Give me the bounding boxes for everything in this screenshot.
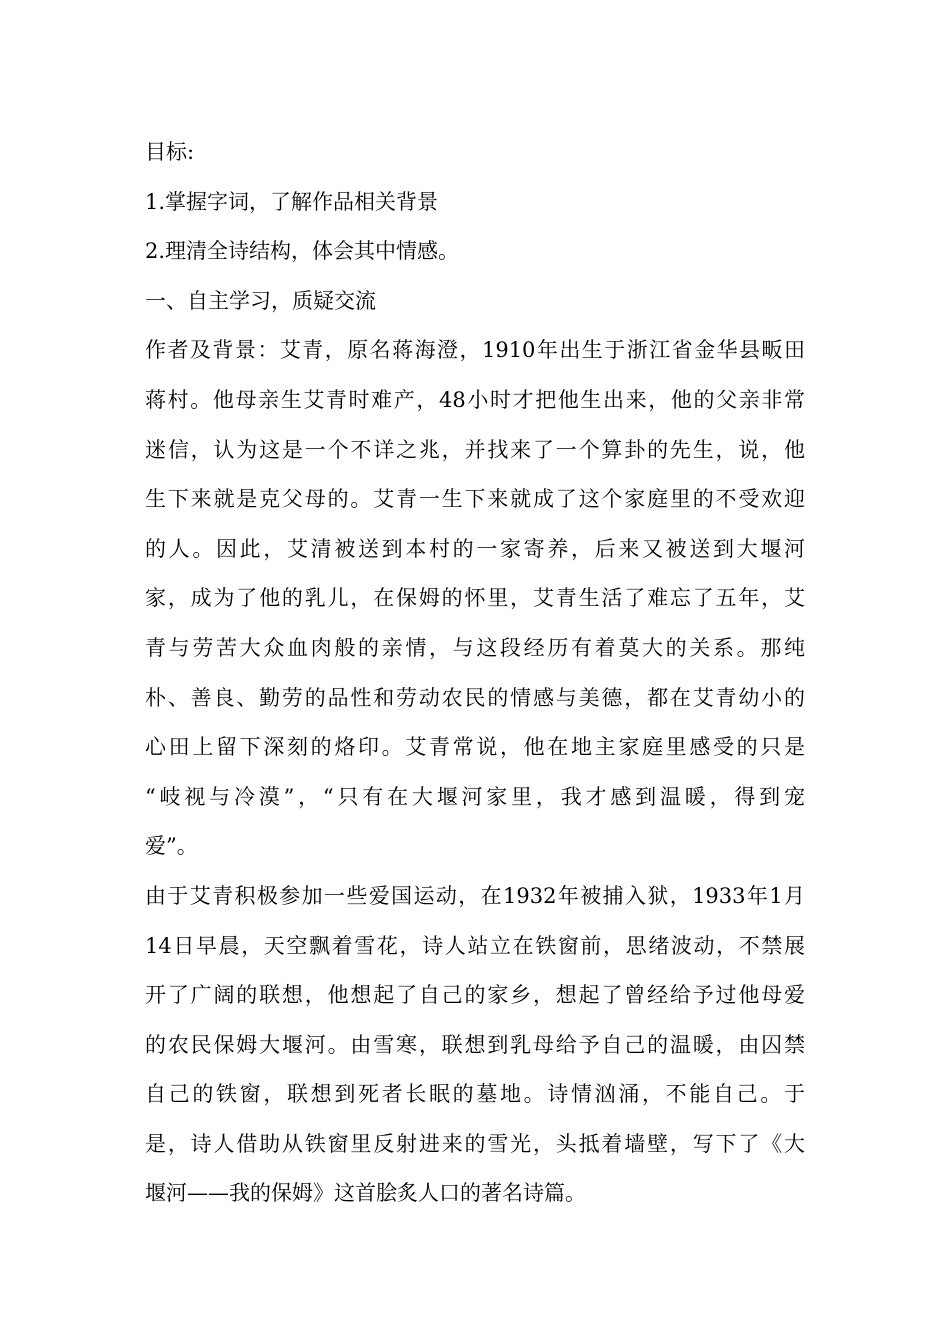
heading-objectives: 目标: bbox=[145, 140, 195, 164]
paragraph2-line: 由于艾青积极参加一些爱国运动，在1932年被捕入狱，1933年1月 bbox=[145, 883, 805, 908]
paragraph1-line: 朴、善良、勤劳的品性和劳动农民的情感与美德，都在艾青幼小的 bbox=[145, 685, 805, 710]
paragraph1-line: 迷信，认为这是一个不详之兆，并找来了一个算卦的先生，说，他 bbox=[145, 437, 805, 462]
paragraph1-line: 的人。因此，艾清被送到本村的一家寄养，后来又被送到大堰河 bbox=[145, 536, 805, 561]
paragraph2-line: 开了广阔的联想，他想起了自己的家乡，想起了曾经给予过他母爱 bbox=[145, 983, 805, 1008]
paragraph1-line: 心田上留下深刻的烙印。艾青常说，他在地主家庭里感受的只是 bbox=[145, 735, 805, 760]
paragraph1-line: 蒋村。他母亲生艾青时难产，48小时才把他生出来，他的父亲非常 bbox=[145, 387, 805, 412]
paragraph2-line: 自己的铁窗，联想到死者长眠的墓地。诗情汹涌，不能自己。于 bbox=[145, 1082, 805, 1107]
paragraph1-line: 作者及背景：艾青，原名蒋海澄，1910年出生于浙江省金华县畈田 bbox=[145, 338, 805, 363]
paragraph2-last-line: 堰河——我的保姆》这首脍炙人口的著名诗篇。 bbox=[145, 1181, 586, 1206]
paragraph2-line: 14日早晨，天空飘着雪花，诗人站立在铁窗前，思绪波动，不禁展 bbox=[145, 933, 805, 958]
section-title: 一、自主学习，质疑交流 bbox=[145, 288, 376, 313]
paragraph2-line: 是，诗人借助从铁窗里反射进来的雪光，头抵着墙壁，写下了《大 bbox=[145, 1131, 805, 1156]
paragraph2-line: 的农民保姆大堰河。由雪寒，联想到乳母给予自己的温暖，由囚禁 bbox=[145, 1032, 805, 1057]
document-page bbox=[145, 128, 805, 1219]
paragraph1-line: 生下来就是克父母的。艾青一生下来就成了这个家庭里的不受欢迎 bbox=[145, 487, 805, 512]
objective-1: 1.掌握字词，了解作品相关背景 bbox=[145, 189, 439, 214]
paragraph1-line: 青与劳苦大众血肉般的亲情，与这段经历有着莫大的关系。那纯 bbox=[145, 635, 805, 660]
objective-2: 2.理清全诗结构，体会其中情感。 bbox=[145, 239, 460, 264]
paragraph1-line: 家，成为了他的乳儿，在保姆的怀里，艾青生活了难忘了五年，艾 bbox=[145, 586, 805, 611]
paragraph1-line: “岐视与冷漠”，“只有在大堰河家里，我才感到温暖，得到宠 bbox=[145, 784, 805, 809]
paragraph1-last-line: 爱”。 bbox=[145, 834, 198, 859]
